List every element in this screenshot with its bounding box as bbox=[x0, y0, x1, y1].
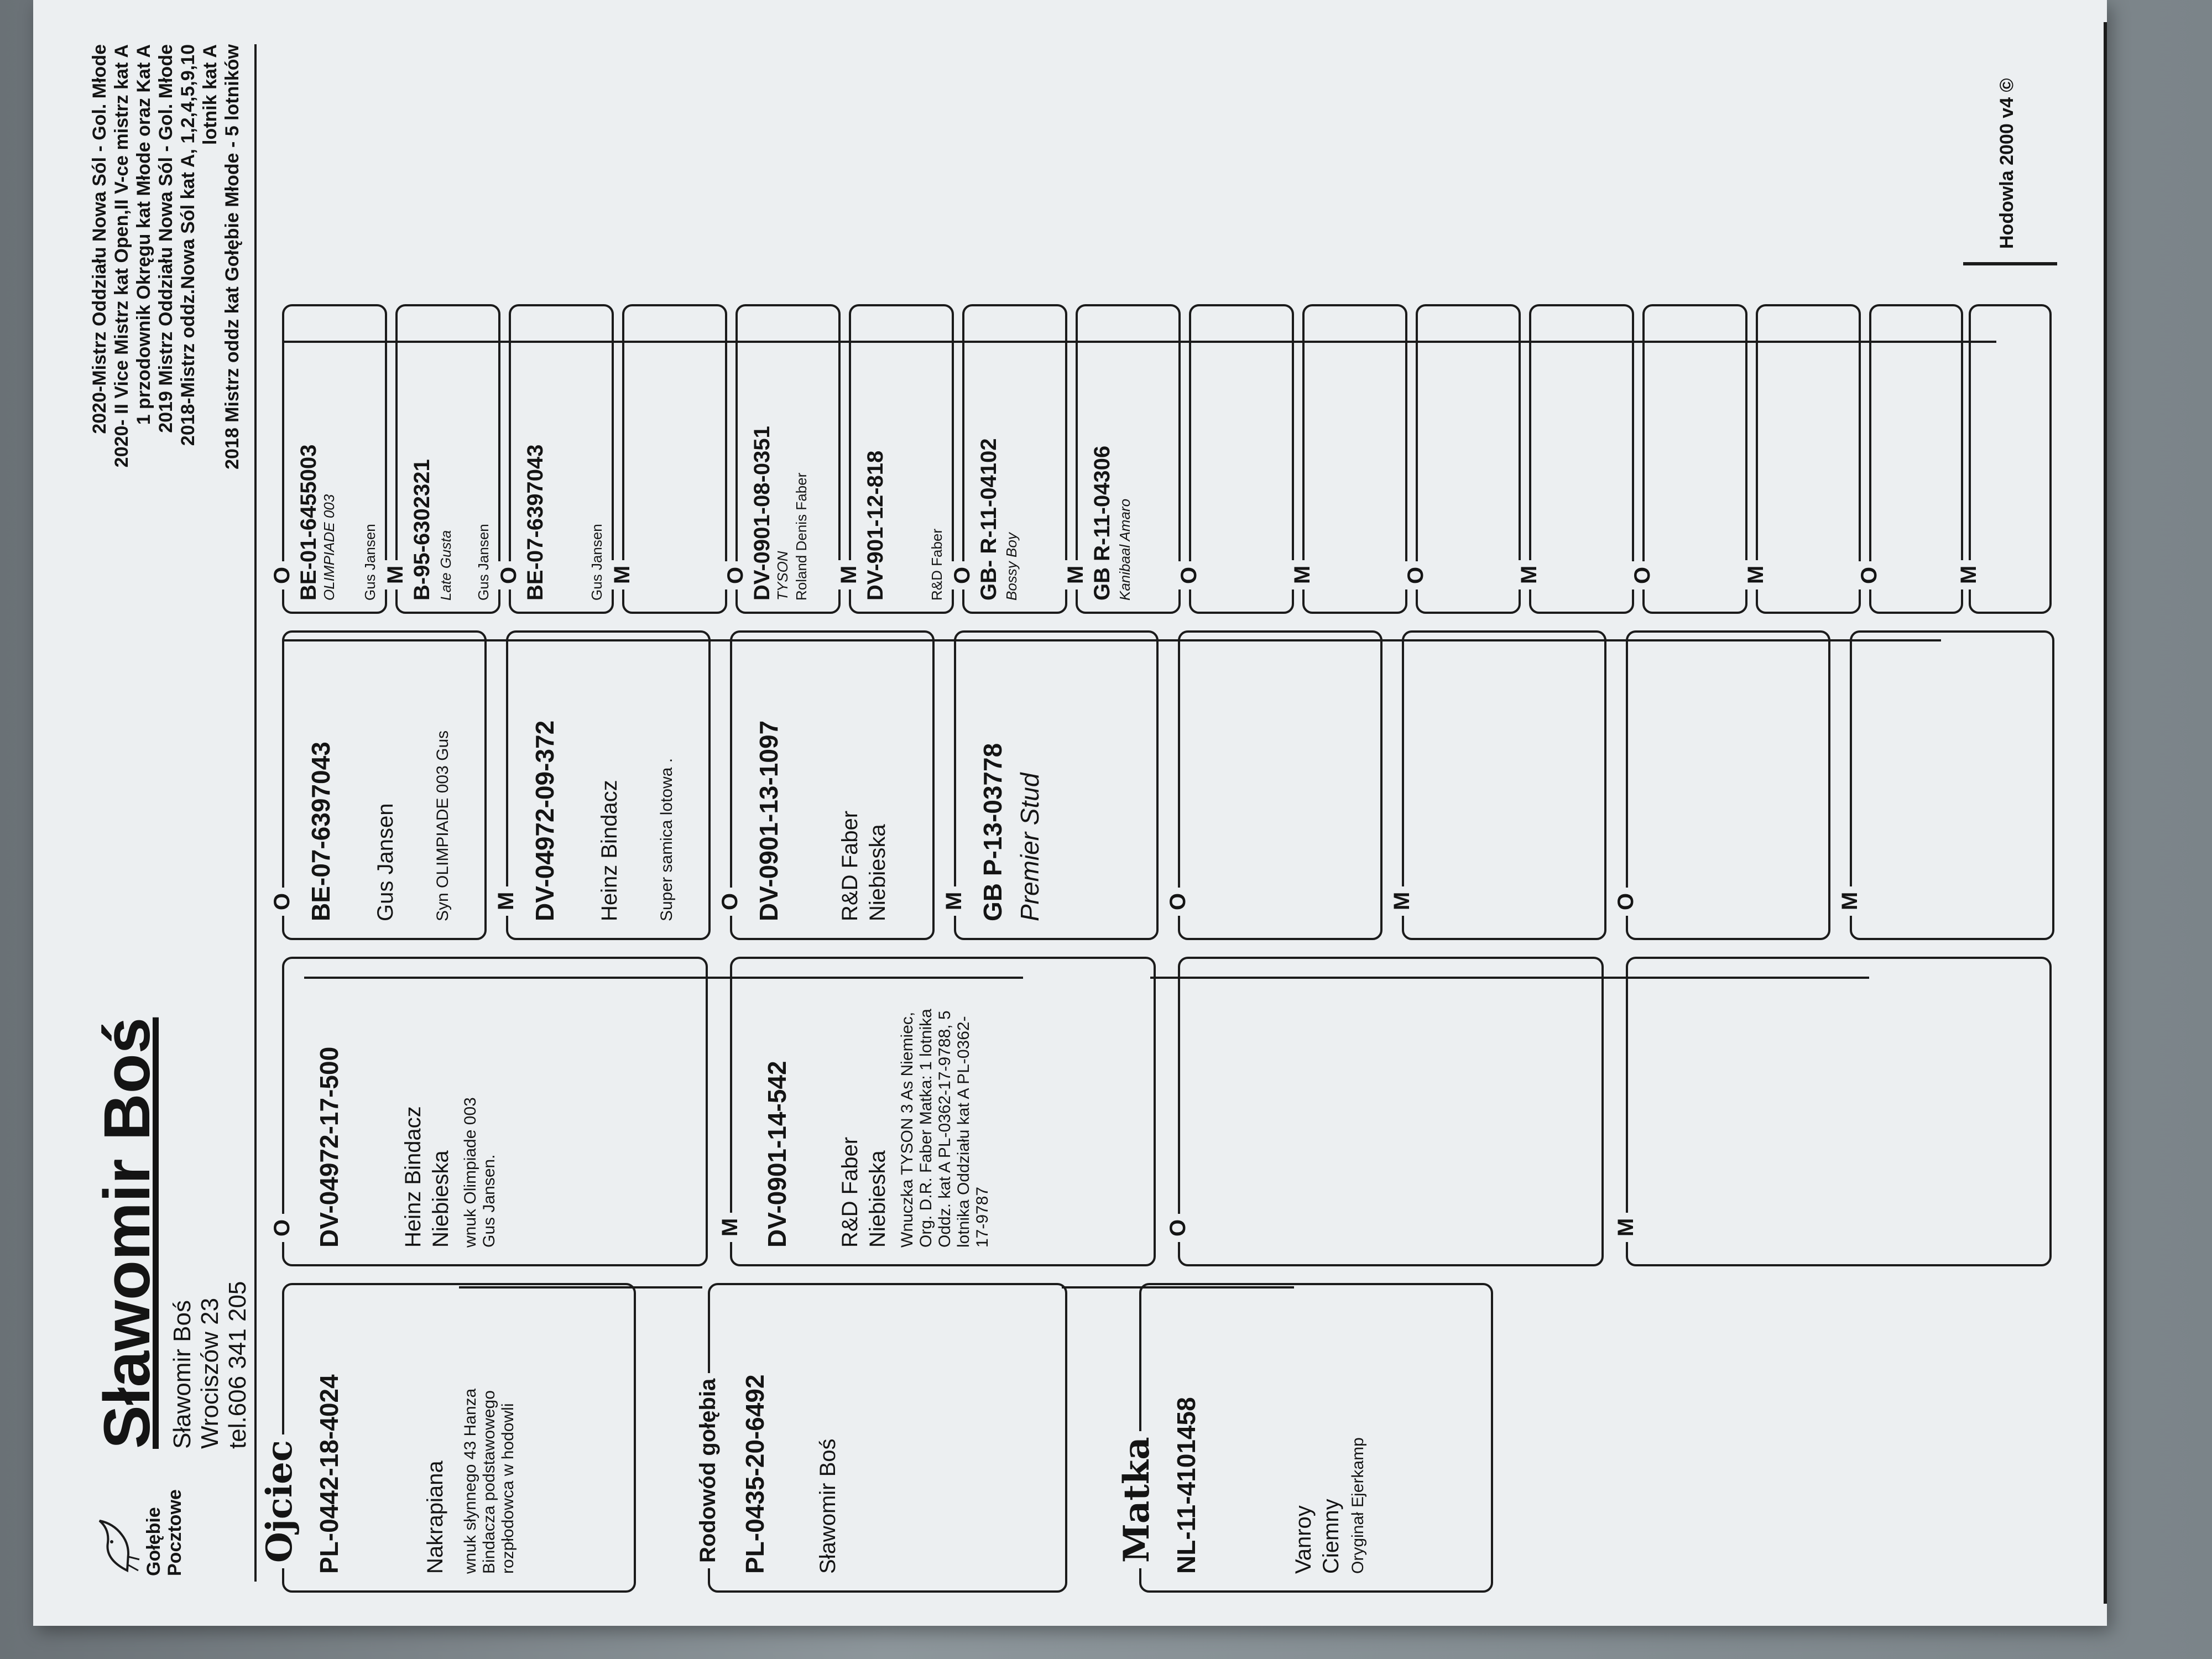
ffm-note: Super samica lotowa . bbox=[658, 758, 676, 921]
fm-note: Wnuczka TYSON 3 As Niemiec, Org. D.R. Faber Matka: 1 lotnika Oddz. kat A PL-0362-17-9788, 5 lotnika Oddziału kat A PL-0362-17-9787 bbox=[898, 1009, 992, 1248]
ff-card[interactable] bbox=[270, 957, 708, 1266]
fmf-label: O bbox=[718, 888, 742, 916]
achievement-line: 2020- II Vice Mistrz kat Open,II V-ce mistrz kat A bbox=[111, 44, 132, 468]
fff-note: Syn OLIMPIADE 003 Gus bbox=[434, 730, 452, 921]
ff-note: wnuk Olimpiade 003 Gus Jansen. bbox=[461, 1097, 498, 1248]
g4-label: O bbox=[1857, 561, 1881, 589]
fm-label: M bbox=[718, 1213, 742, 1242]
achievement-line: 2018 Mistrz oddz kat Gołębie Młode - 5 lotników bbox=[222, 44, 243, 469]
g4-card[interactable] bbox=[950, 304, 1067, 614]
mff-card[interactable] bbox=[1166, 630, 1383, 940]
fmf-ring: DV-0901-13-1097 bbox=[754, 720, 783, 921]
g4-label: O bbox=[1630, 561, 1655, 589]
mother-note: Oryginał Ejerkamp bbox=[1349, 1437, 1367, 1574]
g4-card[interactable] bbox=[1630, 304, 1747, 614]
g4-ring: DV-901-12-818 bbox=[863, 450, 888, 601]
mother-card[interactable] bbox=[1116, 1283, 1493, 1593]
ffm-breeder: Heinz Bindacz bbox=[597, 780, 622, 921]
page-edge-rule bbox=[2104, 22, 2107, 1604]
mm-label: M bbox=[1614, 1213, 1638, 1242]
g4-label: O bbox=[723, 561, 748, 589]
g4-ring: GB- R-11-04102 bbox=[977, 438, 1001, 601]
g4-ring: B-95-6302321 bbox=[410, 459, 434, 601]
ffm-card[interactable] bbox=[494, 630, 711, 940]
achievement-line: 2018-Mistrz oddz.Nowa Sól kat A, 1,2,4,5,9,10 bbox=[178, 44, 199, 446]
mother-breeder: Vanroy bbox=[1291, 1505, 1316, 1574]
fm-card[interactable] bbox=[718, 957, 1156, 1266]
g4-card[interactable] bbox=[1063, 304, 1181, 614]
fmf-color: Niebieska bbox=[865, 824, 890, 921]
g4-ring: DV-0901-08-0351 bbox=[750, 426, 774, 601]
g4-breeder: Roland Denis Faber bbox=[793, 472, 810, 601]
mf-card[interactable] bbox=[1166, 957, 1604, 1266]
subject-label: Rodowód gołębia bbox=[696, 1373, 720, 1568]
g4-ring: BE-01-6455003 bbox=[296, 444, 321, 601]
father-note: wnuk słynnego 43 Hanza Bindacza podstawowego rozpłodowca w hodowli bbox=[461, 1388, 517, 1574]
g4-card[interactable] bbox=[1517, 304, 1634, 614]
father-label: Ojciec bbox=[262, 1434, 298, 1568]
g4-label: M bbox=[610, 560, 634, 589]
g4-card[interactable] bbox=[837, 304, 954, 614]
g4-label: O bbox=[1404, 561, 1428, 589]
g4-card[interactable] bbox=[610, 304, 727, 614]
ffm-label: M bbox=[494, 886, 518, 916]
logo-caption-2: Pocztowe bbox=[164, 1489, 185, 1576]
g4-label: M bbox=[1957, 560, 1981, 589]
g4-label: M bbox=[837, 560, 861, 589]
g4-card[interactable] bbox=[1857, 304, 1963, 614]
g4-name: TYSON bbox=[774, 551, 791, 601]
mother-color: Ciemny bbox=[1319, 1499, 1343, 1574]
ff-label: O bbox=[270, 1214, 294, 1242]
g4-card[interactable] bbox=[383, 304, 500, 614]
fmm-ring: GB P-13-03778 bbox=[978, 743, 1007, 921]
fff-label: O bbox=[270, 888, 294, 916]
g4-name: Kanibaal Amaro bbox=[1117, 498, 1133, 601]
achievement-line: 2019 Mistrz Oddziału Nowa Sól - Gol. Młode bbox=[155, 44, 176, 433]
g4-label: O bbox=[1177, 561, 1201, 589]
ff-breeder: Heinz Bindacz bbox=[401, 1106, 425, 1248]
pigeon-icon bbox=[94, 1515, 144, 1576]
ff-color: Niebieska bbox=[429, 1150, 453, 1248]
subject-name: Sławomir Boś bbox=[816, 1438, 840, 1574]
fff-card[interactable] bbox=[270, 630, 487, 940]
fm-breeder: R&D Faber bbox=[838, 1136, 862, 1248]
fmf-breeder: R&D Faber bbox=[838, 810, 862, 921]
owner-phone: tel.606 341 205 bbox=[224, 1281, 251, 1449]
g4-card[interactable] bbox=[1177, 304, 1294, 614]
father-color: Nakrapiana bbox=[423, 1460, 447, 1574]
g4-card[interactable] bbox=[1404, 304, 1521, 614]
g4-card[interactable] bbox=[723, 304, 841, 614]
g4-label: M bbox=[1517, 560, 1541, 589]
mother-ring: NL-11-4101458 bbox=[1172, 1397, 1201, 1574]
g4-label: O bbox=[497, 561, 521, 589]
g4-card[interactable] bbox=[1290, 304, 1407, 614]
fmm-label: M bbox=[942, 886, 966, 916]
mff-label: O bbox=[1166, 888, 1190, 916]
achievement-line: lotnik kat A bbox=[200, 44, 221, 145]
g4-ring: GB R-11-04306 bbox=[1090, 445, 1114, 601]
pedigree-form bbox=[72, 11, 2063, 1615]
g4-breeder: R&D Faber bbox=[928, 528, 945, 601]
ff-ring: DV-04972-17-500 bbox=[315, 1046, 343, 1248]
owner-address: Wrociszów 23 bbox=[196, 1297, 223, 1449]
g4-label: M bbox=[1063, 560, 1088, 589]
fff-breeder: Gus Jansen bbox=[373, 803, 398, 921]
subject-card[interactable] bbox=[696, 1283, 1067, 1593]
g4-name: OLIMPIADE 003 bbox=[321, 494, 337, 601]
g4-label: M bbox=[383, 560, 408, 589]
header-divider bbox=[254, 44, 257, 1582]
fmm-card[interactable] bbox=[942, 630, 1159, 940]
g4-ring: BE-07-6397043 bbox=[523, 444, 547, 601]
logo-caption-1: Gołębie bbox=[143, 1507, 164, 1576]
mf-label: O bbox=[1166, 1214, 1190, 1242]
footer-text: Hodowla 2000 v4 © bbox=[1996, 78, 2017, 249]
g4-label: O bbox=[950, 561, 974, 589]
father-ring: PL-0442-18-4024 bbox=[315, 1374, 343, 1574]
mother-label: Matka bbox=[1119, 1431, 1155, 1568]
fff-ring: BE-07-6397043 bbox=[306, 742, 335, 921]
fm-color: Niebieska bbox=[865, 1150, 890, 1248]
achievement-line: 2020-Mistrz Oddziału Nowa Sól - Gol. Młode bbox=[89, 44, 110, 434]
fm-ring: DV-0901-14-542 bbox=[763, 1061, 791, 1248]
mm-card[interactable] bbox=[1614, 957, 2052, 1266]
g4-label: O bbox=[270, 561, 294, 589]
g4-breeder: Gus Jansen bbox=[362, 524, 378, 601]
mmf-card[interactable] bbox=[1614, 630, 1830, 940]
subject-ring: PL-0435-20-6492 bbox=[740, 1374, 769, 1574]
fmf-card[interactable] bbox=[718, 630, 935, 940]
achievement-line: 1 przodownik Okręgu kat Młode oraz Kat A bbox=[133, 44, 154, 425]
g4-breeder: Gus Jansen bbox=[475, 524, 492, 601]
g4-card[interactable] bbox=[1957, 304, 2052, 614]
owner-name: Sławomir Boś bbox=[169, 1300, 196, 1449]
g4-card[interactable] bbox=[270, 304, 387, 614]
mmf-label: O bbox=[1614, 888, 1638, 916]
g4-name: Late Gusta bbox=[437, 530, 454, 601]
mfm-card[interactable] bbox=[1390, 630, 1606, 940]
g4-label: M bbox=[1290, 560, 1314, 589]
achievements-list bbox=[88, 44, 243, 469]
g4-breeder: Gus Jansen bbox=[588, 524, 605, 601]
g4-name: Bossy Boy bbox=[1003, 533, 1020, 601]
footer-rule bbox=[1963, 262, 2057, 265]
mmm-label: M bbox=[1838, 886, 1862, 916]
mmm-card[interactable] bbox=[1838, 630, 2054, 940]
ffm-ring: DV-04972-09-372 bbox=[530, 720, 559, 921]
mfm-label: M bbox=[1390, 886, 1414, 916]
fmm-name: Premier Stud bbox=[1015, 773, 1044, 921]
father-card[interactable] bbox=[259, 1283, 636, 1593]
g4-label: M bbox=[1744, 560, 1768, 589]
paper-sheet bbox=[33, 0, 2107, 1626]
g4-card[interactable] bbox=[497, 304, 614, 614]
page-title: Sławomir Boś bbox=[91, 1017, 164, 1449]
g4-card[interactable] bbox=[1744, 304, 1861, 614]
